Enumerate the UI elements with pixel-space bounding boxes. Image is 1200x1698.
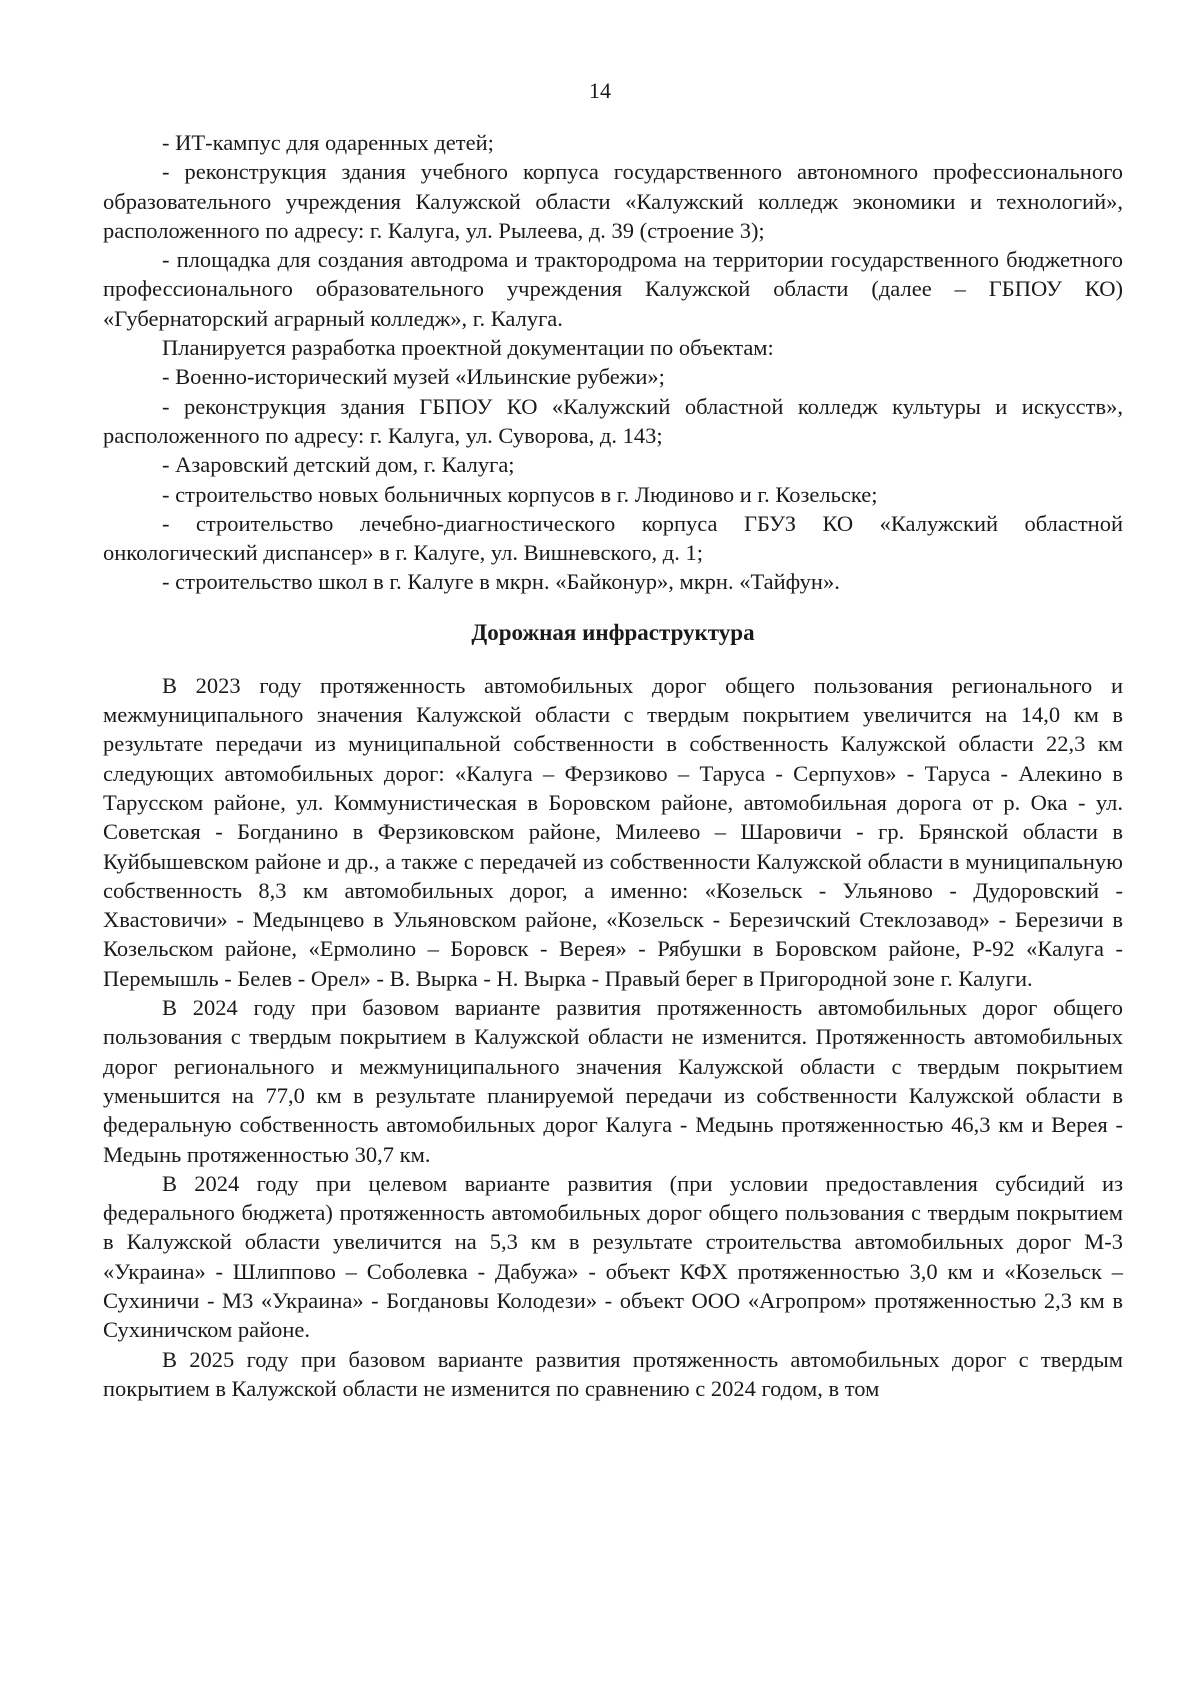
list-item-it-campus: - ИТ-кампус для одаренных детей;	[162, 130, 494, 155]
paragraph-2025-base: В 2025 году при базовом варианте развития протяженность автомобильных дорог с твердым покрытием в Калужской области не изменится по сравнению с 2024 годом, в том	[103, 1346, 1123, 1401]
list-item-hospitals: - строительство новых больничных корпусов в г. Людиново и г. Козельске;	[162, 481, 878, 507]
paragraph-2023-roads: В 2023 году протяженность автомобильных дорог общего пользования регионального и межмуниципального значения Калужской области с твердым покрытием увеличится на 14,0 км в результате передачи из муниципальной собственности в собственность Калужской области 22,3 км следующих автомобильных дорог: «Калуга – Ферзиково – Таруса - Серпухов» - Таруса - Алекино в Тарусском районе, ул. Коммунистическая в Боровском районе, автомобильная дорога от р. Ока - ул. Советская - Богданино в Ферзиковском районе, Милеево – Шаровичи - гр. Брянской области в Куйбышевском районе и др., а также с передачей из собственности Калужской области в муниципальную собственность 8,3 км автомобильных дорог, а именно: «Козельск - Ульяново - Дудоровский - Хвастовичи» - Медынцево в Ульяновском районе, «Козельск - Березичский Стеклозавод» - Березичи в Козельском районе, «Ермолино – Боровск - Верея» - Рябушки в Боровском районе, Р-92 «Калуга - Перемышль - Белев - Орел» - В. Вырка - Н. Вырка - Правый берег в Пригородной зоне г. Калуги.	[103, 672, 1123, 991]
list-item-oncology: - строительство лечебно-диагностического корпуса ГБУЗ КО «Калужский областной онкологический диспансер» в г. Калуге, ул. Вишневского, д. 1;	[103, 510, 1123, 566]
paragraph-2024-target: В 2024 году при целевом варианте развития (при условии предоставления субсидий из федерального бюджета) протяженность автомобильных дорог общего пользования с твердым покрытием в Калужской области увеличится на 5,3 км в результате строительства автомобильных дорог М-3 «Украина» - Шлиппово – Соболевка - Дабужа» - объект КФХ протяженностью 3,0 км и «Козельск – Сухиничи - М3 «Украина» - Богдановы Колодези» - объект ООО «Агропром» протяженностью 2,3 км в Сухиничском районе.	[103, 1170, 1123, 1343]
list-item-orphanage: - Азаровский детский дом, г. Калуга;	[162, 452, 515, 478]
list-item-culture-college: - реконструкция здания ГБПОУ КО «Калужский областной колледж культуры и искусств», расположенного по адресу: г. Калуга, ул. Суворова, д. 143;	[103, 393, 1123, 448]
section-heading: Дорожная инфраструктура	[471, 619, 755, 645]
list-item-schools: - строительство школ в г. Калуге в мкрн. «Байконур», мкрн. «Тайфун».	[162, 569, 840, 595]
list-item-autodrome: - площадка для создания автодрома и трактородрома на территории государственного бюджетного профессионального образовательного учреждения Калужской области (далее – ГБПОУ КО) «Губернаторский аграрный колледж», г. Калуга.	[103, 247, 1123, 331]
paragraph-planned-design: Планируется разработка проектной документации по объектам:	[162, 335, 774, 361]
document-body	[103, 128, 1123, 1403]
list-item-museum: - Военно-исторический музей «Ильинские рубежи»;	[162, 364, 665, 390]
page-number: 14	[589, 78, 611, 103]
paragraph-2024-base: В 2024 году при базовом варианте развития протяженность автомобильных дорог общего пользования с твердым покрытием в Калужской области не изменится. Протяженность автомобильных дорог регионального и межмуниципального значения Калужской области с твердым покрытием уменьшится на 77,0 км в результате планируемой передачи из собственности Калужской области в федеральную собственность автомобильных дорог Калуга - Медынь протяженностью 46,3 км и Верея - Медынь протяженностью 30,7 км.	[103, 995, 1123, 1167]
list-item-college-reconstruction: - реконструкция здания учебного корпуса государственного автономного профессионального образовательного учреждения Калужской области «Калужский колледж экономики и технологий», расположенного по адресу: г. Калуга, ул. Рылеева, д. 39 (строение 3);	[103, 159, 1123, 243]
